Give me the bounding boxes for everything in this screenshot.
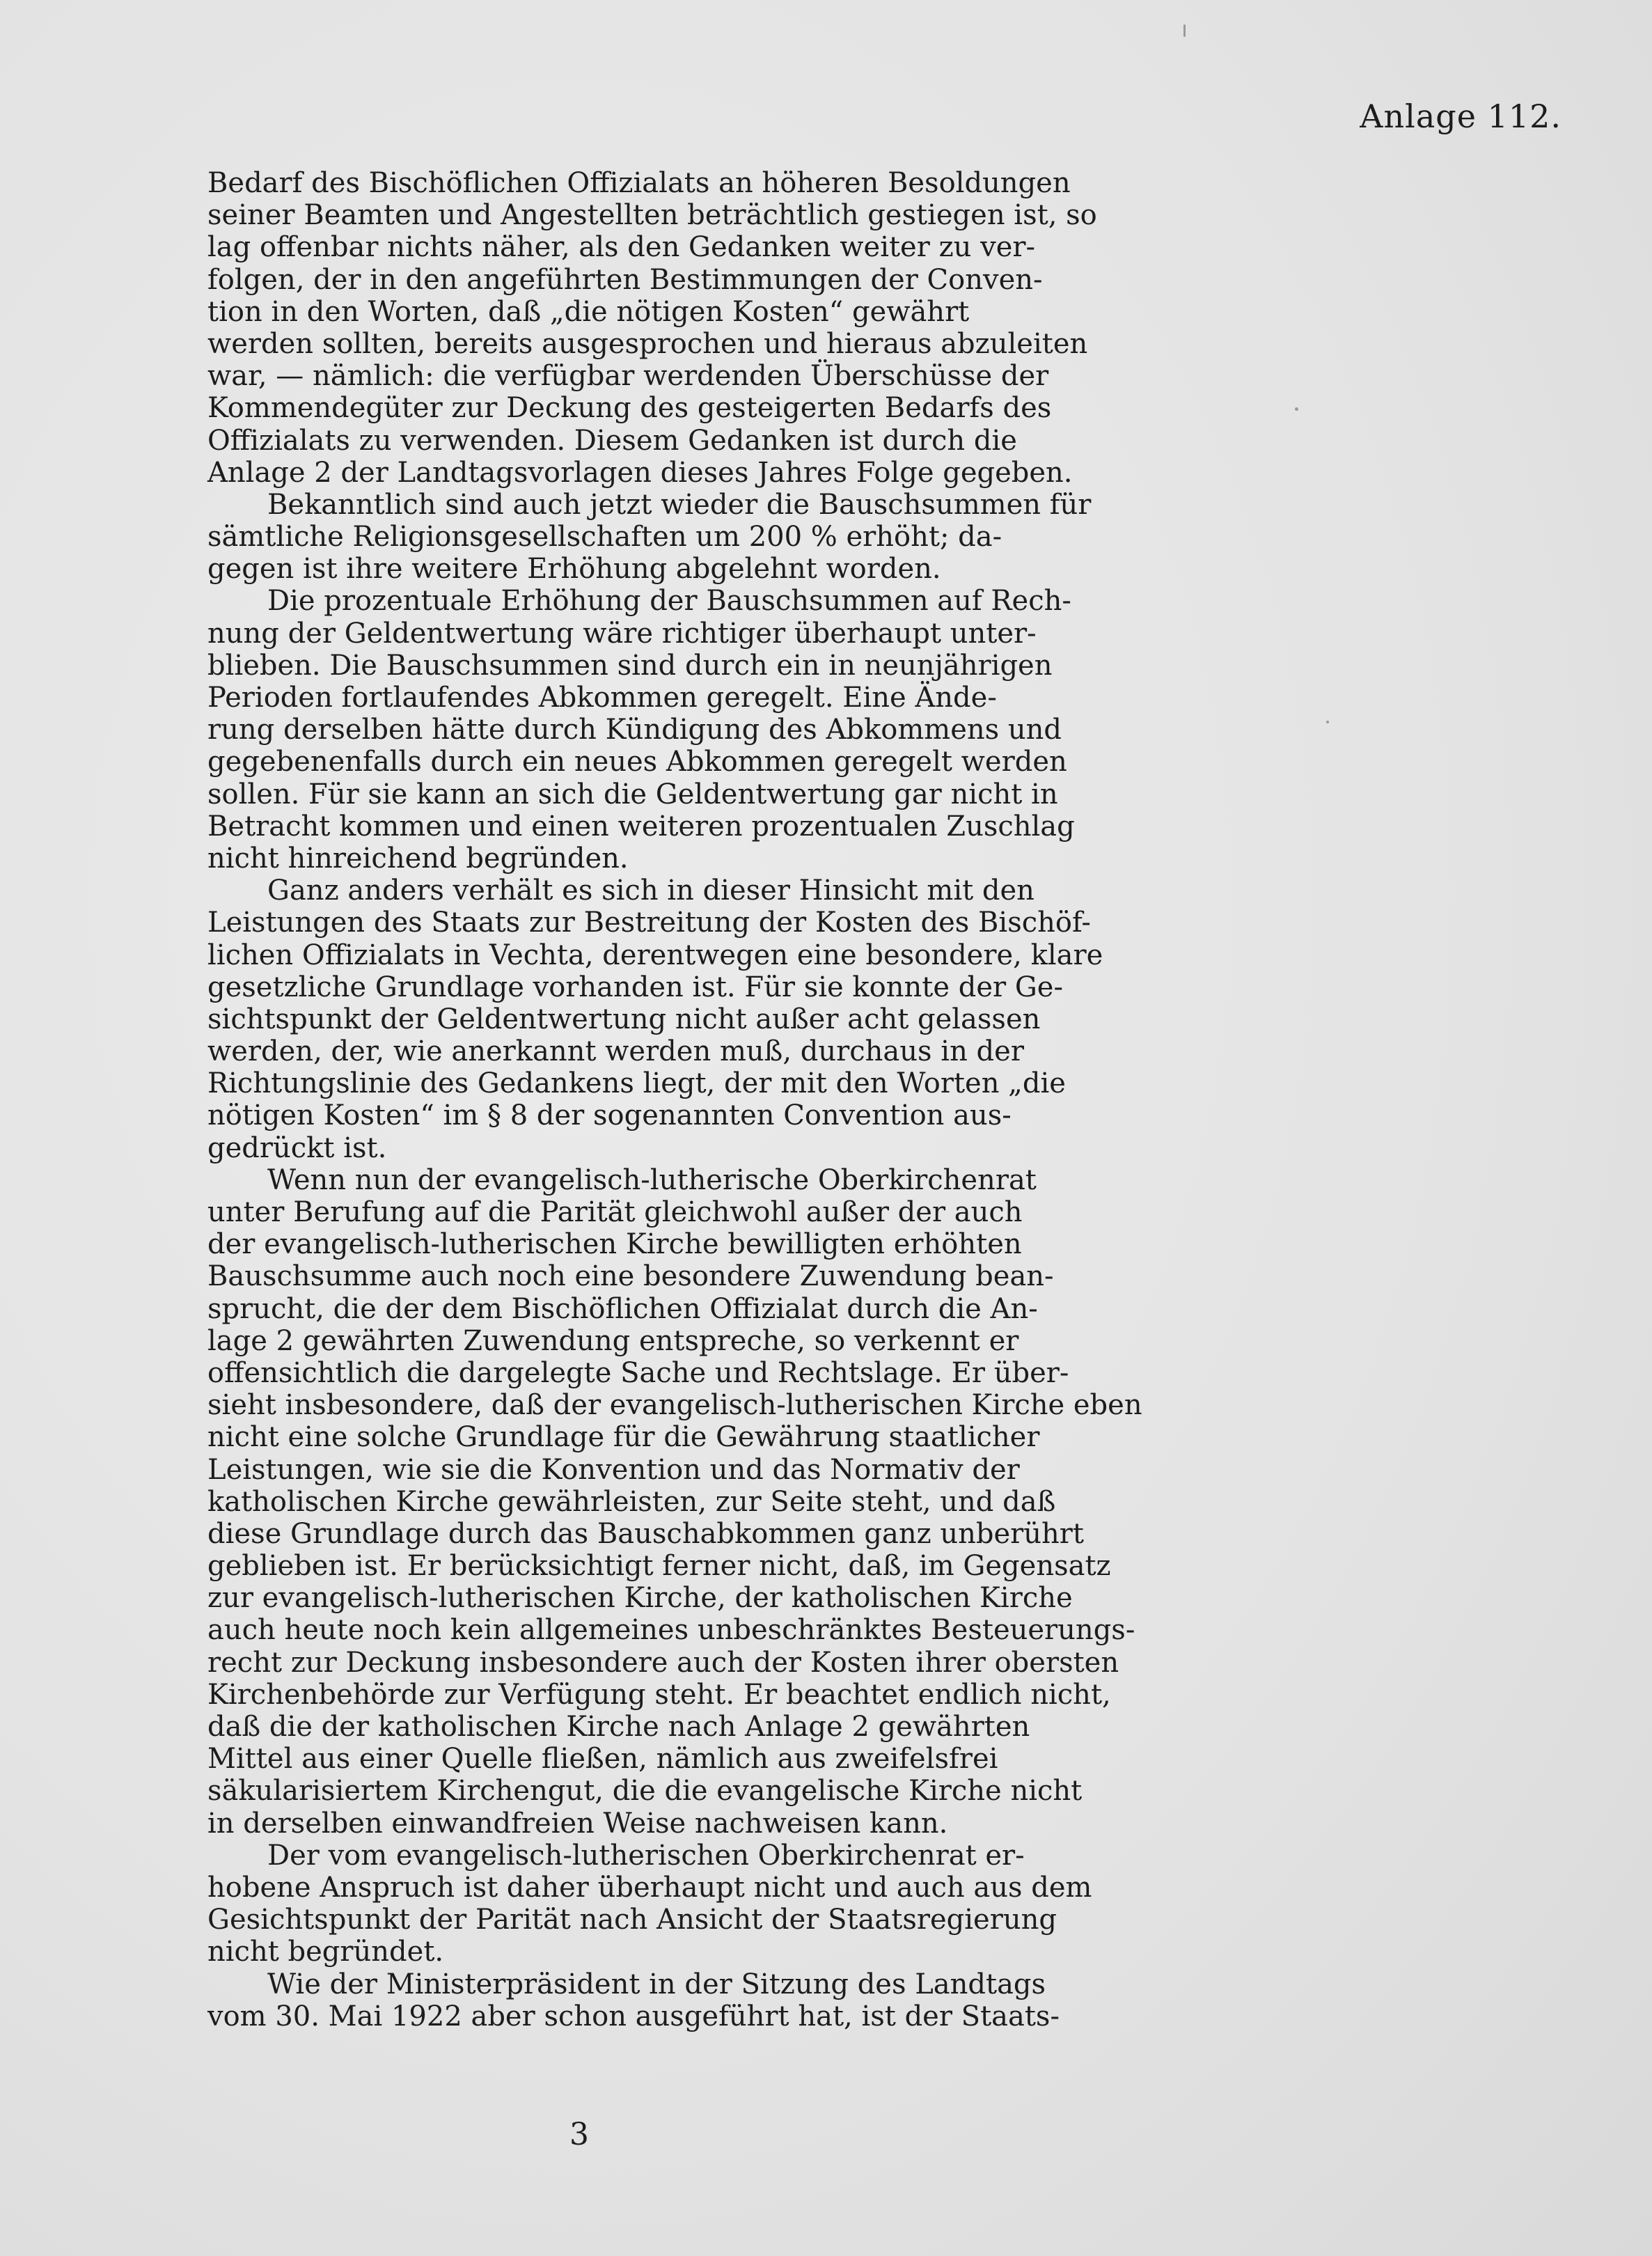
paragraph-first-line: Bekanntlich sind auch jetzt wieder die Bauschsummen für [267,488,1092,521]
text-line: Gesichtspunkt der Parität nach Ansicht der Staatsregierung [207,1904,1057,1936]
text-line: unter Berufung auf die Parität gleichwohl außer der auch [207,1196,1023,1228]
text-line: gedrückt ist. [207,1131,387,1164]
text-line: Richtungslinie des Gedankens liegt, der mit den Worten „die [207,1067,1066,1100]
text-line: Kommendegüter zur Deckung des gesteigerten Bedarfs des [207,392,1052,425]
text-line: zur evangelisch-lutherischen Kirche, der katholischen Kirche [207,1582,1073,1615]
text-line: sichtspunkt der Geldentwertung nicht außer acht gelassen [207,1003,1041,1035]
text-line: nung der Geldentwertung wäre richtiger überhaupt unter- [207,617,1037,650]
text-line: nicht begründet. [207,1936,444,1968]
text-line: lag offenbar nichts näher, als den Gedanken weiter zu ver- [207,231,1036,264]
text-line: Betracht kommen und einen weiteren prozentualen Zuschlag [207,810,1075,843]
text-line: werden sollten, bereits ausgesprochen und hieraus abzuleiten [207,327,1088,360]
text-line: in derselben einwandfreien Weise nachweisen kann. [207,1807,948,1840]
text-line: gesetzliche Grundlage vorhanden ist. Für sie konnte der Ge- [207,971,1063,1003]
text-line: gegebenenfalls durch ein neues Abkommen geregelt werden [207,746,1067,778]
text-line: Leistungen, wie sie die Konvention und das Normativ der [207,1453,1020,1486]
page-header-label: Anlage 112. [1360,97,1561,135]
text-line: tion in den Worten, daß „die nötigen Kosten“ gewährt [207,295,970,328]
text-line: katholischen Kirche gewährleisten, zur Seite steht, und daß [207,1485,1056,1518]
text-line: diese Grundlage durch das Bauschabkommen ganz unberührt [207,1517,1085,1550]
text-line: lage 2 gewährten Zuwendung entspreche, so verkennt er [207,1324,1019,1357]
text-line: Offizialats zu verwenden. Diesem Gedanken ist durch die [207,424,1017,457]
text-line: Leistungen des Staats zur Bestreitung der Kosten des Bischöf- [207,907,1091,939]
paragraph-first-line: Ganz anders verhält es sich in dieser Hinsicht mit den [267,875,1035,907]
text-line: Mittel aus einer Quelle fließen, nämlich aus zweifelsfrei [207,1743,998,1776]
text-line: der evangelisch-lutherischen Kirche bewilligten erhöhten [207,1228,1022,1261]
text-line: sprucht, die der dem Bischöflichen Offizialat durch die An- [207,1292,1038,1325]
text-line: werden, der, wie anerkannt werden muß, durchaus in der [207,1035,1024,1068]
text-line: seiner Beamten und Angestellten beträchtlich gestiegen ist, so [207,199,1097,232]
text-line: sämtliche Religionsgesellschaften um 200 % erhöht; da- [207,521,1002,554]
text-line: säkularisiertem Kirchengut, die die evangelische Kirche nicht [207,1775,1083,1808]
text-line: offensichtlich die dargelegte Sache und Rechtslage. Er über- [207,1356,1069,1389]
text-line: folgen, der in den angeführten Bestimmungen der Conven- [207,263,1043,296]
paragraph-first-line: Wenn nun der evangelisch-lutherische Oberkirchenrat [267,1164,1037,1196]
text-line: sollen. Für sie kann an sich die Geldentwertung gar nicht in [207,778,1058,810]
text-line: Kirchenbehörde zur Verfügung steht. Er beachtet endlich nicht, [207,1678,1111,1711]
text-line: nicht eine solche Grundlage für die Gewährung staatlicher [207,1421,1040,1454]
text-line: hobene Anspruch ist daher überhaupt nicht und auch aus dem [207,1871,1092,1904]
text-line: war, — nämlich: die verfügbar werdenden Überschüsse der [207,360,1049,393]
paper-speck [1326,721,1329,723]
text-line: recht zur Deckung insbesondere auch der Kosten ihrer obersten [207,1646,1119,1679]
text-line: rung derselben hätte durch Kündigung des Abkommens und [207,714,1062,746]
text-line: blieben. Die Bauschsummen sind durch ein in neunjährigen [207,649,1053,682]
paragraph-first-line: Der vom evangelisch-lutherischen Oberkirchenrat er- [267,1839,1025,1872]
paper-speck [1295,407,1298,411]
text-line: Perioden fortlaufendes Abkommen geregelt. Eine Ände- [207,682,997,714]
text-line: geblieben ist. Er berücksichtigt ferner nicht, daß, im Gegensatz [207,1550,1111,1583]
text-line: Bauschsumme auch noch eine besondere Zuwendung bean- [207,1260,1054,1293]
page-number: 3 [569,2117,589,2152]
body-text [207,167,1142,2032]
text-line: lichen Offizialats in Vechta, derentwegen eine besondere, klare [207,939,1103,971]
text-line: Bedarf des Bischöflichen Offizialats an höheren Besoldungen [207,167,1071,199]
text-line: gegen ist ihre weitere Erhöhung abgelehnt worden. [207,553,941,586]
text-line: nicht hinreichend begründen. [207,842,629,875]
paragraph-first-line: Die prozentuale Erhöhung der Bauschsummen auf Rech- [267,585,1071,618]
text-line: Anlage 2 der Landtagsvorlagen dieses Jahres Folge gegeben. [207,456,1073,489]
paragraph-first-line: Wie der Ministerpräsident in der Sitzung des Landtags [267,1968,1046,2000]
text-line: vom 30. Mai 1922 aber schon ausgeführt hat, ist der Staats- [207,2000,1060,2032]
text-line: sieht insbesondere, daß der evangelisch-lutherischen Kirche eben [207,1389,1142,1422]
text-line: nötigen Kosten“ im § 8 der sogenannten Convention aus- [207,1099,1012,1132]
text-line: auch heute noch kein allgemeines unbeschränktes Besteuerungs- [207,1614,1135,1647]
text-line: daß die der katholischen Kirche nach Anlage 2 gewährten [207,1711,1030,1743]
paper-speck [1183,24,1186,37]
